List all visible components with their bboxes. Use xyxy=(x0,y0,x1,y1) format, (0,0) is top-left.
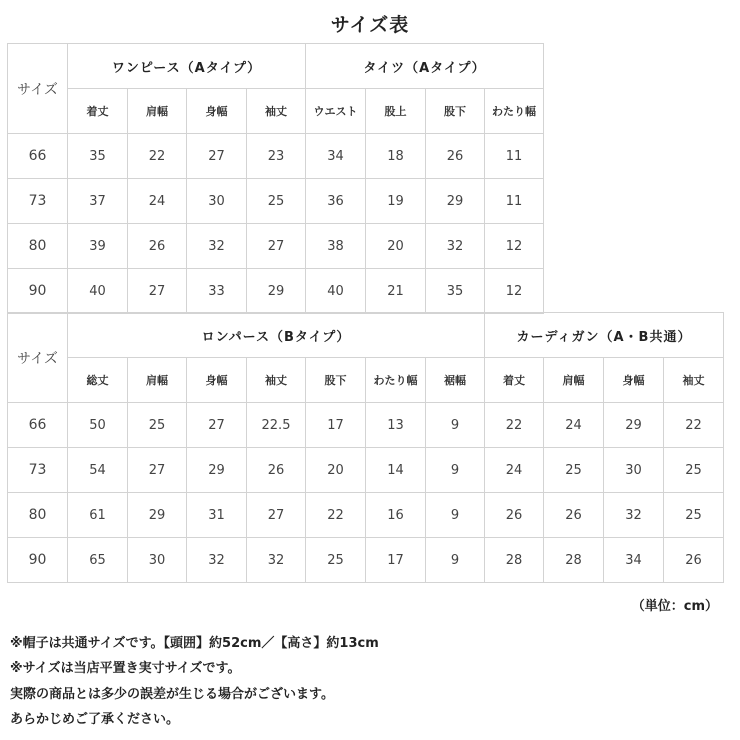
note-acknowledge: あらかじめご了承ください。 xyxy=(10,712,180,727)
table-cell: 22 xyxy=(128,134,187,179)
table-cell: 27 xyxy=(128,448,187,493)
table-row xyxy=(8,403,724,448)
group-header-tights: タイツ（Aタイプ） xyxy=(306,44,544,89)
table-cell: 40 xyxy=(68,269,128,314)
table-cell: 9 xyxy=(426,448,485,493)
table-cell: 34 xyxy=(306,134,366,179)
table-cell: 32 xyxy=(187,224,247,269)
table-cell: 22 xyxy=(306,493,366,538)
table-cell: 13 xyxy=(366,403,426,448)
table-row xyxy=(8,134,544,179)
table-cell: 25 xyxy=(128,403,187,448)
table-cell: 26 xyxy=(128,224,187,269)
table-cell: 29 xyxy=(247,269,306,314)
table-cell: 22 xyxy=(485,403,544,448)
note-measurement: ※サイズは当店平置き実寸サイズです。 xyxy=(10,661,241,676)
table-cell: 22.5 xyxy=(247,403,306,448)
table-cell: 28 xyxy=(544,538,604,583)
table-row xyxy=(8,538,724,583)
size-table-b-type xyxy=(7,312,724,583)
table-cell: 27 xyxy=(128,269,187,314)
column-header: 肩幅 xyxy=(128,358,187,403)
table-cell: 29 xyxy=(604,403,664,448)
table-row xyxy=(8,224,544,269)
column-header: 裾幅 xyxy=(426,358,485,403)
table-cell: 17 xyxy=(366,538,426,583)
table-cell: 30 xyxy=(187,179,247,224)
table-cell: 32 xyxy=(604,493,664,538)
table-cell: 26 xyxy=(664,538,724,583)
table-cell: 25 xyxy=(544,448,604,493)
table-cell: 11 xyxy=(485,179,544,224)
table-cell: 36 xyxy=(306,179,366,224)
column-header: 肩幅 xyxy=(128,89,187,134)
size-cell: 90 xyxy=(8,538,68,583)
table-cell: 19 xyxy=(366,179,426,224)
table-cell: 32 xyxy=(187,538,247,583)
column-header: 着丈 xyxy=(485,358,544,403)
table-cell: 29 xyxy=(187,448,247,493)
column-header: 総丈 xyxy=(68,358,128,403)
table-cell: 24 xyxy=(128,179,187,224)
table-cell: 24 xyxy=(485,448,544,493)
size-cell: 73 xyxy=(8,179,68,224)
column-header: 身幅 xyxy=(187,89,247,134)
column-header: 身幅 xyxy=(187,358,247,403)
table-cell: 9 xyxy=(426,538,485,583)
table-row xyxy=(8,493,724,538)
table-cell: 24 xyxy=(544,403,604,448)
page-title: サイズ表 xyxy=(330,14,410,36)
column-header: わたり幅 xyxy=(366,358,426,403)
table-cell: 32 xyxy=(426,224,485,269)
size-cell: 66 xyxy=(8,403,68,448)
table-cell: 25 xyxy=(664,448,724,493)
column-header: わたり幅 xyxy=(485,89,544,134)
table-cell: 12 xyxy=(485,269,544,314)
column-header: 股下 xyxy=(306,358,366,403)
column-header: 身幅 xyxy=(604,358,664,403)
table-cell: 61 xyxy=(68,493,128,538)
table-cell: 31 xyxy=(187,493,247,538)
table-cell: 25 xyxy=(664,493,724,538)
column-header: 着丈 xyxy=(68,89,128,134)
group-header-cardigan: カーディガン（A・B共通） xyxy=(485,313,724,358)
table-cell: 12 xyxy=(485,224,544,269)
group-header-onepiece: ワンピース（Aタイプ） xyxy=(68,44,306,89)
table-cell: 9 xyxy=(426,493,485,538)
table-cell: 27 xyxy=(187,134,247,179)
table-cell: 9 xyxy=(426,403,485,448)
note-tolerance: 実際の商品とは多少の誤差が生じる場合がございます。 xyxy=(10,687,334,702)
table-cell: 14 xyxy=(366,448,426,493)
table-cell: 28 xyxy=(485,538,544,583)
table-cell: 25 xyxy=(247,179,306,224)
size-cell: 80 xyxy=(8,224,68,269)
table-cell: 27 xyxy=(247,224,306,269)
table-cell: 22 xyxy=(664,403,724,448)
table-cell: 11 xyxy=(485,134,544,179)
table-cell: 18 xyxy=(366,134,426,179)
table-cell: 37 xyxy=(68,179,128,224)
column-header: 股下 xyxy=(426,89,485,134)
table-cell: 16 xyxy=(366,493,426,538)
size-cell: 90 xyxy=(8,269,68,314)
size-cell: 73 xyxy=(8,448,68,493)
table-cell: 30 xyxy=(128,538,187,583)
size-cell: 80 xyxy=(8,493,68,538)
table-cell: 26 xyxy=(544,493,604,538)
table-cell: 32 xyxy=(247,538,306,583)
table-cell: 65 xyxy=(68,538,128,583)
table-cell: 20 xyxy=(366,224,426,269)
table-cell: 26 xyxy=(426,134,485,179)
table-cell: 35 xyxy=(68,134,128,179)
table-cell: 29 xyxy=(426,179,485,224)
size-cell: 66 xyxy=(8,134,68,179)
column-header: 袖丈 xyxy=(247,89,306,134)
table-cell: 27 xyxy=(247,493,306,538)
unit-label: （単位：cm） xyxy=(631,599,718,614)
table-cell: 26 xyxy=(485,493,544,538)
table-cell: 38 xyxy=(306,224,366,269)
table-cell: 27 xyxy=(187,403,247,448)
size-table-a-type xyxy=(7,43,544,314)
table-cell: 23 xyxy=(247,134,306,179)
table-cell: 33 xyxy=(187,269,247,314)
table-row xyxy=(8,269,544,314)
note-hat-size: ※帽子は共通サイズです。【頭囲】約52cm／【高さ】約13cm xyxy=(10,636,379,651)
table-cell: 25 xyxy=(306,538,366,583)
table-cell: 17 xyxy=(306,403,366,448)
group-header-rompers: ロンパース（Bタイプ） xyxy=(68,313,485,358)
table-row xyxy=(8,179,544,224)
size-header: サイズ xyxy=(8,313,68,403)
table-cell: 35 xyxy=(426,269,485,314)
column-header: 袖丈 xyxy=(247,358,306,403)
table-cell: 40 xyxy=(306,269,366,314)
size-header: サイズ xyxy=(8,44,68,134)
table-cell: 26 xyxy=(247,448,306,493)
table-cell: 20 xyxy=(306,448,366,493)
table-row xyxy=(8,448,724,493)
table-cell: 39 xyxy=(68,224,128,269)
table-cell: 30 xyxy=(604,448,664,493)
table-cell: 50 xyxy=(68,403,128,448)
column-header: 袖丈 xyxy=(664,358,724,403)
table-cell: 34 xyxy=(604,538,664,583)
table-cell: 29 xyxy=(128,493,187,538)
column-header: 肩幅 xyxy=(544,358,604,403)
table-cell: 21 xyxy=(366,269,426,314)
column-header: ウエスト xyxy=(306,89,366,134)
column-header: 股上 xyxy=(366,89,426,134)
table-cell: 54 xyxy=(68,448,128,493)
